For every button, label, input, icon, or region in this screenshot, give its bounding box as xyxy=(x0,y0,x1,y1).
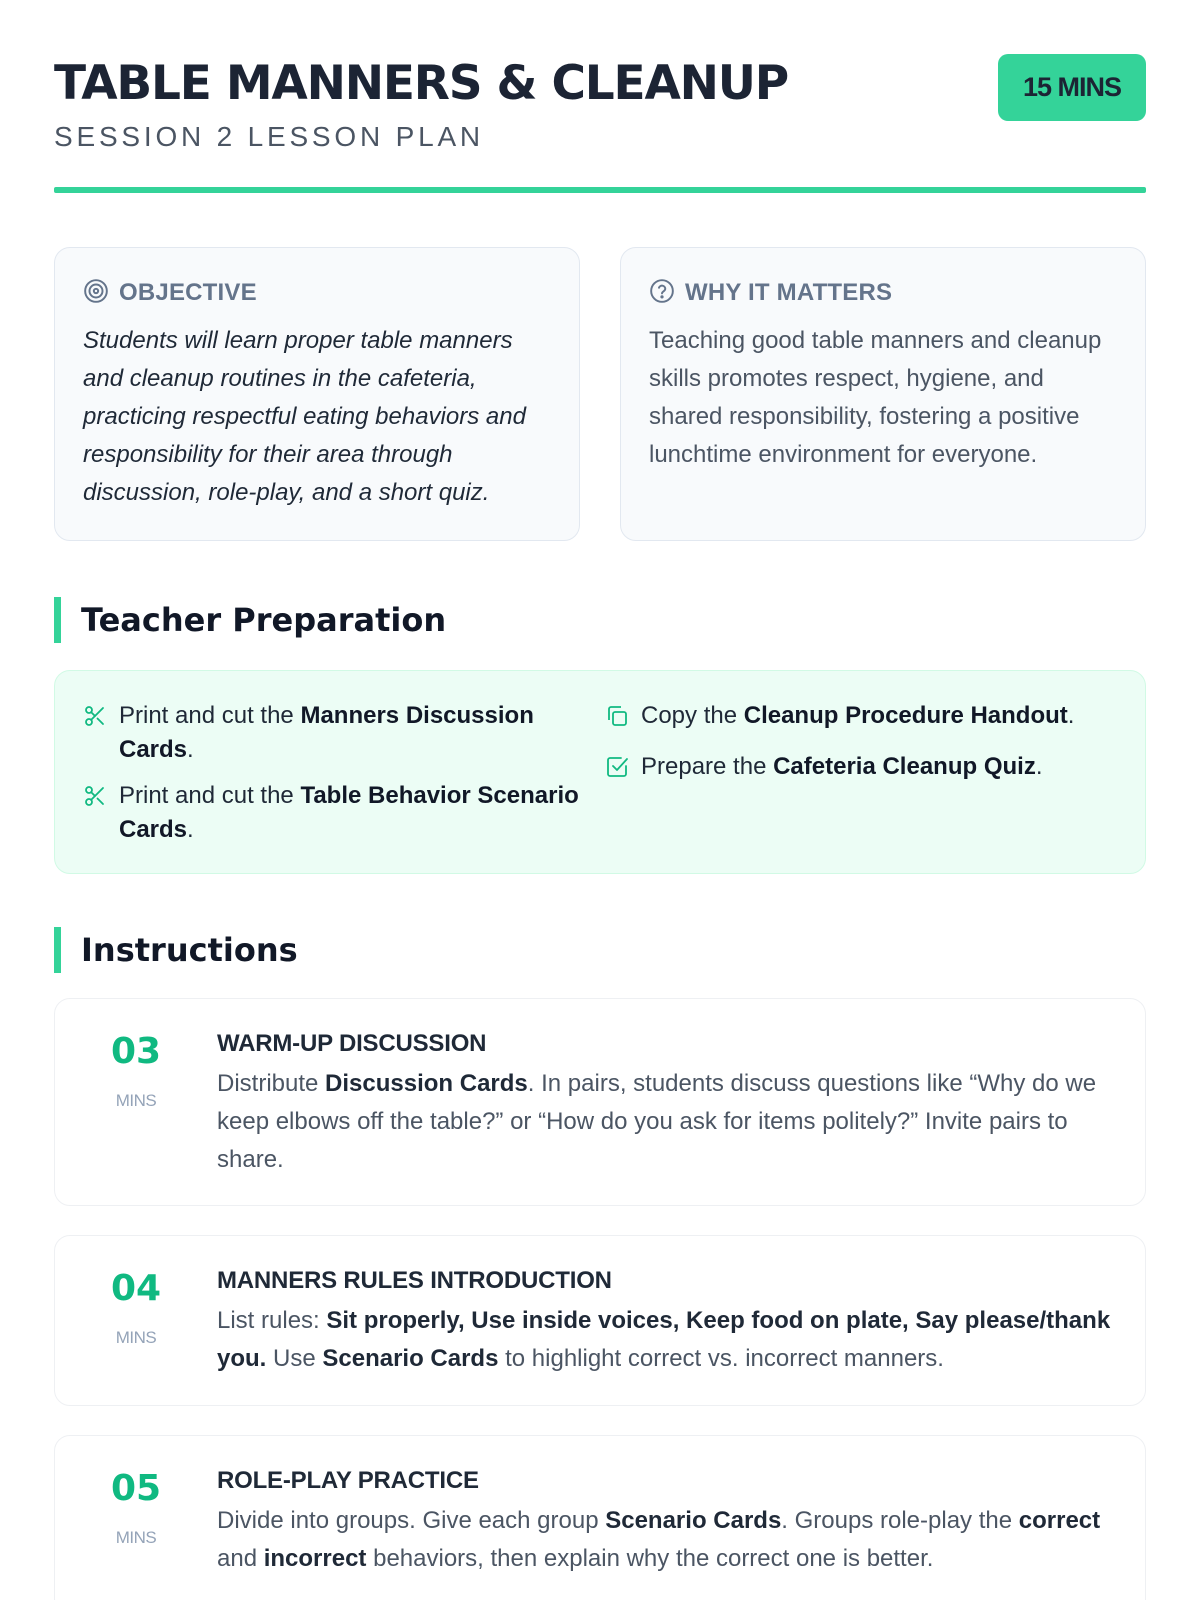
objective-card-header xyxy=(83,276,551,310)
step-description: List rules: Sit properly, Use inside voices, Keep food on plate, Say please/thank you. Use Scenario Cards to highlight correct vs. incorrect manners. xyxy=(217,1307,1111,1372)
prep-column-right xyxy=(595,699,1117,845)
prep-item-text: Print and cut the Manners Discussion Cards. xyxy=(119,702,534,763)
step-content xyxy=(217,1436,1145,1600)
step-title: ROLE-PLAY PRACTICE xyxy=(217,1467,479,1494)
why-card-header xyxy=(649,276,1117,310)
info-cards xyxy=(54,247,1146,541)
header-divider xyxy=(54,187,1146,193)
why-it-matters-card xyxy=(620,247,1146,541)
duration-badge: 15 MINS xyxy=(998,54,1146,121)
prep-column-left xyxy=(83,699,595,845)
prep-item-text: Copy the Cleanup Procedure Handout. xyxy=(641,702,1075,729)
why-text: Teaching good table manners and cleanup skills promotes respect, hygiene, and shared responsibility, fostering a positive lunchtime environment for everyone. xyxy=(649,327,1102,468)
copy-icon xyxy=(605,699,629,738)
prep-box xyxy=(54,670,1146,874)
prep-item xyxy=(605,699,1117,738)
step-unit: MINS xyxy=(115,1528,157,1547)
checkbox-icon xyxy=(605,750,629,789)
step-title: MANNERS RULES INTRODUCTION xyxy=(217,1267,612,1294)
step-duration xyxy=(55,1236,217,1405)
scissors-icon xyxy=(83,699,107,738)
step-unit: MINS xyxy=(115,1091,157,1110)
instructions-heading: Instructions xyxy=(81,931,298,969)
step-duration xyxy=(55,999,217,1205)
target-icon xyxy=(83,278,109,309)
prep-item xyxy=(605,750,1117,789)
scissors-icon xyxy=(83,779,107,818)
step-title: WARM-UP DISCUSSION xyxy=(217,1030,487,1057)
section-accent-bar xyxy=(54,927,61,973)
page-title: TABLE MANNERS & CLEANUP xyxy=(54,56,788,111)
objective-title: OBJECTIVE xyxy=(119,279,257,306)
step-description: Distribute Discussion Cards. In pairs, students discuss questions like “Why do we keep elbows off the table?” or “How do you ask for items politely?” Invite pairs to share. xyxy=(217,1070,1097,1173)
prep-item-text: Prepare the Cafeteria Cleanup Quiz. xyxy=(641,753,1043,780)
step-minutes: 04 xyxy=(110,1268,162,1309)
section-accent-bar xyxy=(54,597,61,643)
prep-item xyxy=(83,699,595,767)
instruction-step xyxy=(54,1435,1146,1600)
step-minutes: 05 xyxy=(110,1468,162,1509)
step-description: Divide into groups. Give each group Scenario Cards. Groups role-play the correct and incorrect behaviors, then explain why the correct one is better. xyxy=(217,1507,1101,1572)
objective-text: Students will learn proper table manners and cleanup routines in the cafeteria, practicing respectful eating behaviors and responsibility for their area through discussion, role-play, and a short quiz. xyxy=(83,327,526,506)
header xyxy=(54,0,1146,194)
question-circle-icon xyxy=(649,278,675,309)
why-title: WHY IT MATTERS xyxy=(685,279,893,306)
instruction-step xyxy=(54,1235,1146,1406)
step-unit: MINS xyxy=(115,1328,157,1347)
prep-section-heading xyxy=(54,597,446,643)
instructions-section-heading xyxy=(54,927,298,973)
step-duration xyxy=(55,1436,217,1600)
prep-item xyxy=(83,779,595,847)
step-minutes: 03 xyxy=(110,1031,162,1072)
objective-card xyxy=(54,247,580,541)
instruction-step xyxy=(54,998,1146,1206)
step-content xyxy=(217,999,1145,1205)
prep-item-text: Print and cut the Table Behavior Scenario Cards. xyxy=(119,782,579,843)
page-subtitle: SESSION 2 LESSON PLAN xyxy=(54,121,484,152)
prep-heading: Teacher Preparation xyxy=(81,601,447,639)
step-content xyxy=(217,1236,1145,1405)
